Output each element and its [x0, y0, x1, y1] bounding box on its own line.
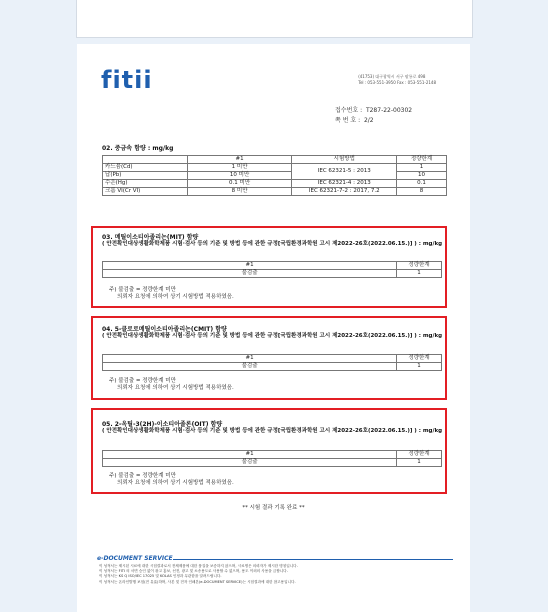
table-row: 크롬 VI(Cr VI) 8 미만 IEC 62321-7-2 : 2017, 7.2 8	[103, 188, 447, 196]
end-of-results: ** 시험 결과 기록 완료 **	[242, 505, 305, 511]
table-header-row: #1 정량한계	[103, 262, 442, 270]
section-05-standard: ( 안전확인대상생활화학제품 시험·검사 등의 기준 및 방법 등에 관한 규정[국립환경과학원 고시 제2022-26호(2022.06.15.)] ) : mg/kg	[102, 428, 443, 434]
section-03-title: 03. 메틸이소티아졸리논(MIT) 함량	[102, 234, 199, 241]
oit-table	[102, 450, 442, 467]
receipt-number: 접수번호 : T287-22-00302	[335, 107, 413, 114]
disclaimer-line: 이 성적서는 온라인발행 보험(전 유효)하며, 사본 및 전자 인쇄본(e-DOCUMENT SERVICE)는 시험결과에 대한 참고용입니다.	[99, 579, 296, 584]
table-row: 불검출 1	[103, 270, 442, 278]
table-row: 불검출 1	[103, 459, 442, 467]
table-header-row: #1 정량한계	[103, 355, 442, 363]
table-row: 카드뮴(Cd) 1 미만 IEC 62321-5 : 2013 1	[103, 164, 447, 172]
section-03-standard: ( 안전확인대상생활화학제품 시험·검사 등의 기준 및 방법 등에 관한 규정[국립환경과학원 고시 제2022-26호(2022.06.15.)] ) : mg/kg	[102, 241, 443, 247]
previous-page-edge	[76, 0, 473, 38]
table-row: 수은(Hg) 0.1 미만 IEC 62321-4 : 2013 0.1	[103, 180, 447, 188]
address-line: (41753) 대구광역시 서구 팔룡로 498	[358, 74, 426, 79]
disclaimer-line: 이 성적서는 FITI 의 서면 승인 없이 광고 홍보, 선전, 광고 및 소송용도로 사용할 수 없으며, 용도 이외의 사용을 금합니다.	[99, 569, 288, 574]
contact-line: Tel : 053-551-3950 Fax : 053-551-2148	[358, 80, 436, 85]
report-page	[77, 44, 470, 612]
cmit-table	[102, 354, 442, 371]
table-row: 불검출 1	[103, 363, 442, 371]
fiti-logo: fitii	[101, 66, 153, 94]
section-03-note: 주) 불검출 = 정량한계 미만 의뢰자 요청에 의하여 상기 시험방법 적용하였음.	[109, 287, 234, 300]
footer-disclaimer	[99, 564, 459, 585]
section-05-title: 05. 2-옥틸-3(2H)-이소티아졸론(OIT) 함량	[102, 421, 223, 428]
mit-table	[102, 261, 442, 278]
footer-title: e-DOCUMENT SERVICE	[97, 555, 173, 562]
footer-divider	[173, 559, 453, 560]
table-row: 납(Pb) 10 미만 10	[103, 172, 447, 180]
section-02-title: 02. 중금속 함량 : mg/kg	[102, 145, 174, 152]
section-04-standard: ( 안전확인대상생활화학제품 시험·검사 등의 기준 및 방법 등에 관한 규정[국립환경과학원 고시 제2022-26호(2022.06.15.)] ) : mg/kg	[102, 333, 443, 339]
page-number: 쪽 번 호 : 2/2	[335, 117, 374, 124]
table-header-row: #1 정량한계	[103, 451, 442, 459]
section-05-note: 주) 불검출 = 정량한계 미만 의뢰자 요청에 의하여 상기 시험방법 적용하였음.	[109, 473, 234, 486]
heavy-metal-table	[102, 155, 447, 196]
disclaimer-line: 이 성적서는 제시된 시료에 대한 시험결과로서 전체제품에 대한 품질을 보증하지 않으며, 시료명은 의뢰자가 제시한 명칭입니다.	[99, 564, 298, 568]
table-header-row: #1 시험방법 정량한계	[103, 156, 447, 164]
disclaimer-line: 이 성적서는 KS Q ISO/IEC 17025 및 KOLAS 인정과 무관함을 알려드립니다.	[99, 574, 222, 579]
section-04-note: 주) 불검출 = 정량한계 미만 의뢰자 요청에 의하여 상기 시험방법 적용하였음.	[109, 378, 234, 391]
address-block	[358, 74, 436, 86]
section-04-title: 04. 5-클로로메틸이소티아졸리논(CMIT) 함량	[102, 326, 227, 333]
